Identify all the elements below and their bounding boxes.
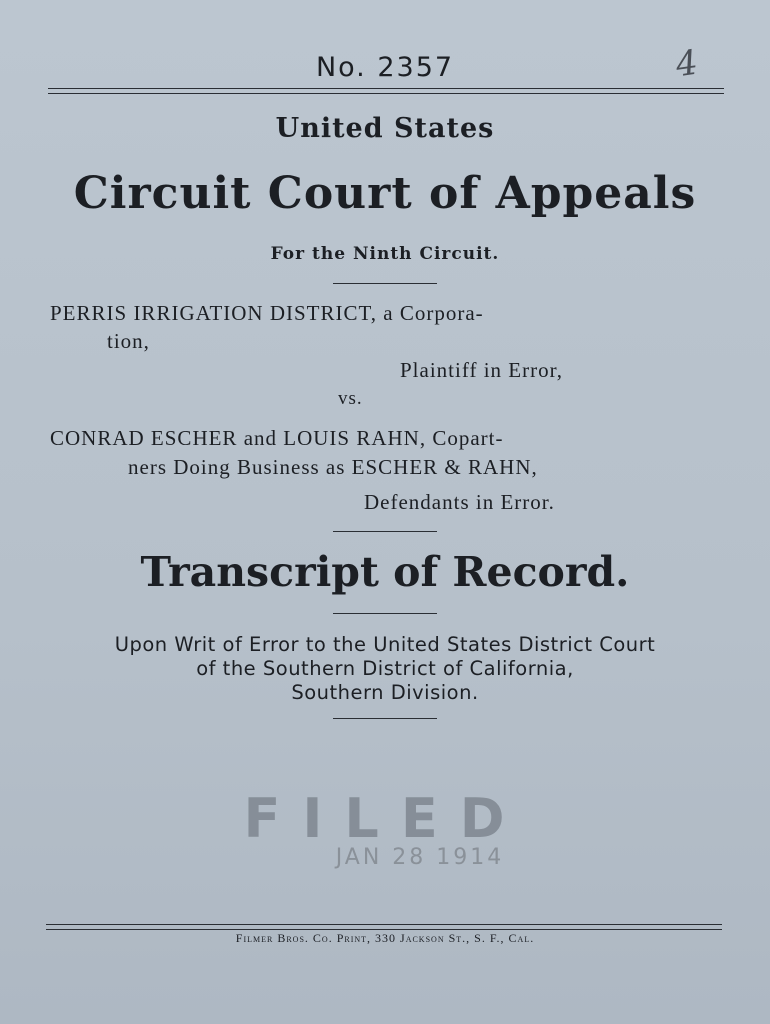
divider-rule xyxy=(333,531,437,532)
subtitle-line3: Southern Division. xyxy=(291,681,479,704)
court-name: Circuit Court of Appeals xyxy=(73,168,697,219)
court-country: United States xyxy=(275,113,495,144)
defendant-role: Defendants in Error. xyxy=(364,490,555,514)
filed-stamp: FILED xyxy=(243,787,527,850)
divider-rule xyxy=(333,718,437,719)
case-number: No. 2357 xyxy=(315,52,455,83)
plaintiff-role: Plaintiff in Error, xyxy=(400,358,563,382)
pencil-annotation: 4 xyxy=(673,42,701,86)
divider-rule xyxy=(333,613,437,614)
document-title: Transcript of Record. xyxy=(140,548,630,596)
top-double-rule xyxy=(48,88,724,94)
versus-label: vs. xyxy=(338,388,363,409)
filed-stamp-date: JAN 28 1914 xyxy=(335,845,505,870)
defendant-name-line1: CONRAD ESCHER and LOUIS RAHN, Copart- xyxy=(50,426,504,450)
plaintiff-name-line2: tion, xyxy=(107,329,150,353)
plaintiff-name-line1: PERRIS IRRIGATION DISTRICT, a Corpora- xyxy=(50,301,484,325)
court-circuit: For the Ninth Circuit. xyxy=(270,244,500,264)
bottom-double-rule xyxy=(46,924,722,930)
defendant-name-line2: ners Doing Business as ESCHER & RAHN, xyxy=(128,455,538,479)
divider-rule xyxy=(333,283,437,284)
subtitle-line2: of the Southern District of California, xyxy=(196,657,574,680)
printer-imprint: Filmer Bros. Co. Print, 330 Jackson St., S. F., Cal. xyxy=(235,931,535,945)
subtitle-line1: Upon Writ of Error to the United States District Court xyxy=(114,633,656,656)
